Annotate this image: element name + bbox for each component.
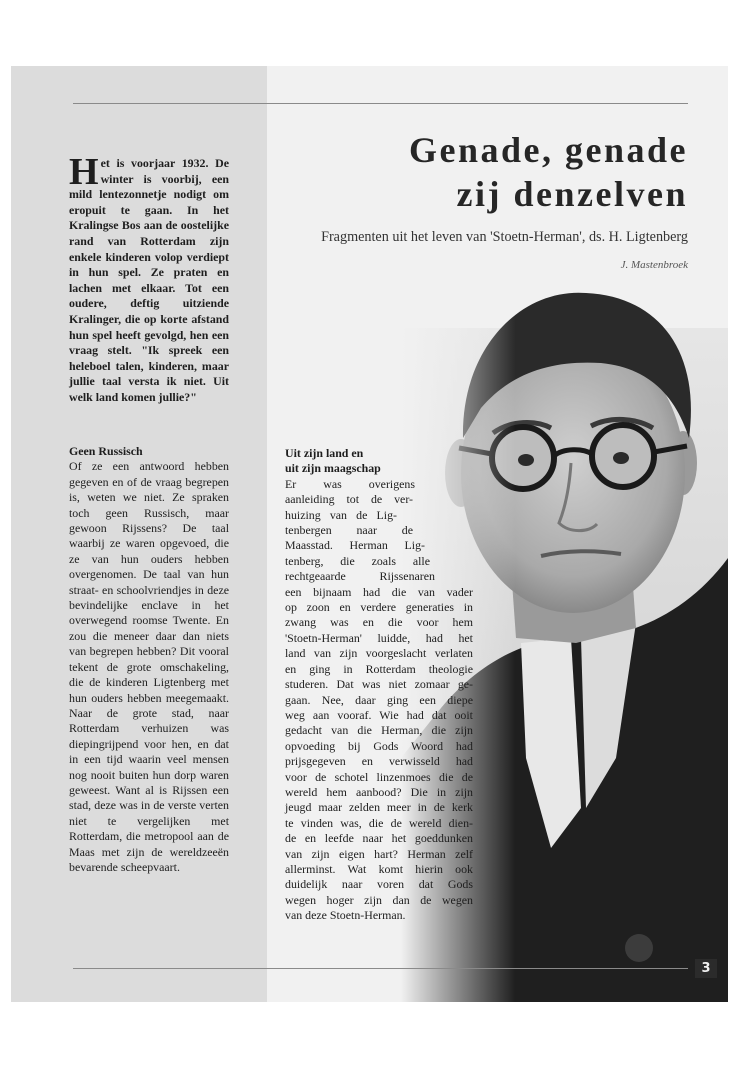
body-line: land van zijn voorgeslacht verlaten bbox=[285, 646, 473, 661]
body-line: Maasstad. Herman Lig- bbox=[285, 538, 425, 553]
body-line: Er was overigens bbox=[285, 476, 415, 491]
body-line: gaan. Nee, daar ging een diepe bbox=[285, 692, 473, 707]
magazine-page bbox=[11, 66, 728, 1002]
article-subtitle: Fragmenten uit het leven van 'Stoetn-Herman', ds. H. Ligtenberg bbox=[321, 229, 688, 245]
body-line: prijsgegeven en verwisseld had bbox=[285, 754, 473, 769]
body-line: de en leefde naar het goeddunken bbox=[285, 831, 473, 846]
body-line: tenberg, die zoals alle bbox=[285, 553, 430, 568]
body-line: gedacht van die Herman, die zijn bbox=[285, 723, 473, 738]
body-line: opvoeding bij Gods Woord had bbox=[285, 738, 473, 753]
body-line: rechtgeaarde Rijssenaren bbox=[285, 569, 435, 584]
section-heading-line-1: Uit zijn land en bbox=[285, 446, 364, 460]
section-heading: Geen Russisch bbox=[69, 444, 143, 458]
article-title-line-2: zij denzelven bbox=[456, 174, 688, 214]
page-number: 3 bbox=[695, 959, 717, 978]
body-line: wereld hem aanbood? Die in zijn bbox=[285, 784, 473, 799]
body-line: weg aan vooraf. Wie had dat ooit bbox=[285, 707, 473, 722]
intro-paragraph bbox=[69, 151, 229, 406]
drop-cap: H bbox=[69, 151, 99, 193]
body-line: aanleiding tot de ver- bbox=[285, 492, 413, 507]
body-line: jeugd maar zelden meer in de kerk bbox=[285, 800, 473, 815]
top-rule bbox=[73, 103, 688, 104]
body-line: te vinden was, die de wereld dien- bbox=[285, 815, 473, 830]
section-heading-line-2: uit zijn maagschap bbox=[285, 461, 381, 476]
body-line: 'Stoetn-Herman' luidde, had het bbox=[285, 630, 473, 645]
body-line: huizing van de Lig- bbox=[285, 507, 397, 522]
article-title-line-1: Genade, genade bbox=[408, 130, 688, 170]
body-line: allerminst. Wat komt hierin ook bbox=[285, 861, 473, 876]
body-line: duidelijk naar voren dat Gods bbox=[285, 877, 473, 892]
bottom-rule bbox=[73, 968, 688, 969]
section-body bbox=[285, 477, 473, 924]
article-author: J. Mastenbroek bbox=[620, 259, 688, 271]
body-line: tenbergen naar de bbox=[285, 523, 413, 538]
body-line: een bijnaam had die van vader bbox=[285, 584, 473, 599]
body-line: voor de schotel linzenmoes die de bbox=[285, 769, 473, 784]
section-uit-zijn-land bbox=[285, 446, 473, 924]
body-line: en ging in Rotterdam theologie bbox=[285, 661, 473, 676]
intro-text: et is voorjaar 1932. De winter is voorbij, een mild lentezonnetje nodigt om eropuit te gaan. In het Kralingse Bos aan de oostelijke rand van Rotterdam zijn enkele kinderen volop verdiept in hun spel. Ze praten en lachen met elkaar. Tot een oudere, deftig uitziende Kralinger, die op korte afstand hun spel heeft gevolgd, hen een vraag stelt. "Ik spreek een heleboel talen, kinderen, maar jullie taal versta ik niet. Uit welk land komen jullie?" bbox=[69, 156, 229, 404]
body-line: van deze Stoetn-Herman. bbox=[285, 908, 406, 923]
body-line: zwang was en die voor hem bbox=[285, 615, 473, 630]
section-body: Of ze een antwoord hebben gegeven en of de vraag begrepen is, weten we niet. Ze spraken toch geen Russisch, maar gewoon Rijssens? De taal waarbij ze waren opgevoed, die ze van hun ouders hebben overgenomen. De taal van hun straat- en schoolvriendjes in deze bevindelijke enclave in het overwegend roomse Twente. En zou die meneer daar dan niets van begrepen hebben? Dit vooral tekent de grote omschakeling, die de kinderen Ligtenberg met hun ouders hebben meegemaakt. Naar de grote stad, naar Rotterdam verhuizen was diepingrijpend voor hen, en dat in een tijd waarin veel mensen nog nooit buiten hun dorp waren geweest. Want al is Rijssen een stad, deze was in de verste verten niet te vergelijken met Rotterdam, die metropool aan de Maas met zijn de wereldzeeën bevarende scheepvaart. bbox=[69, 459, 229, 874]
body-line: studeren. Dat was niet zomaar ge- bbox=[285, 677, 473, 692]
section-geen-russisch bbox=[69, 444, 229, 875]
article-title bbox=[268, 128, 688, 216]
body-line: op zoon en verdere generaties in bbox=[285, 600, 473, 615]
body-line: wegen hoger zijn dan de wegen bbox=[285, 892, 473, 907]
body-line: van zijn eigen hart? Herman zelf bbox=[285, 846, 473, 861]
